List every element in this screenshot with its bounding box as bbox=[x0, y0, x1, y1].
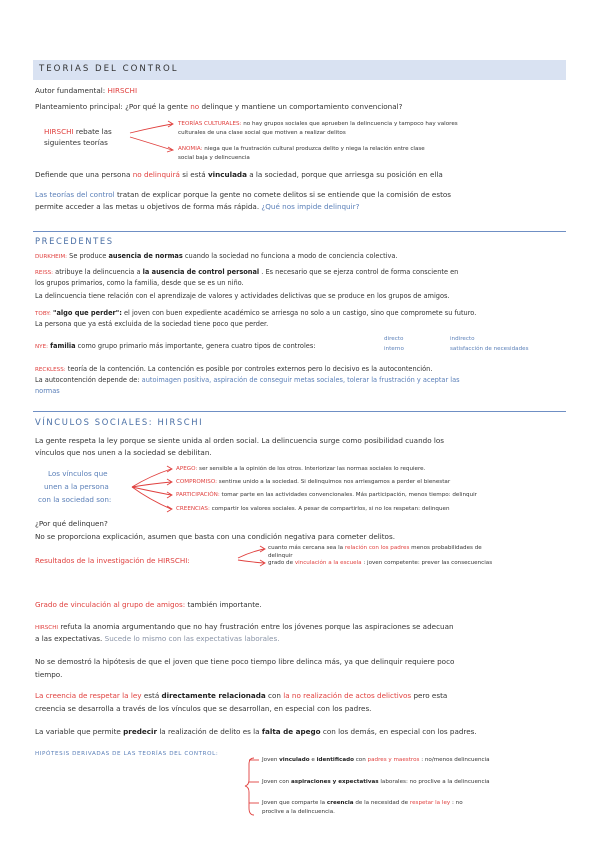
rebate-name: HIRSCHI bbox=[44, 127, 74, 136]
hypo-text: Joven bbox=[262, 757, 278, 763]
durkheim-text: Se produce bbox=[69, 252, 107, 260]
result-1-line2: delinquir bbox=[268, 553, 293, 559]
hypo-highlight: padres y maestros bbox=[367, 757, 420, 763]
arrow-line bbox=[130, 124, 172, 133]
hypo-text: con bbox=[355, 757, 366, 763]
theory-cultural-label: TEORÍAS CULTURALES: bbox=[178, 121, 242, 127]
bond-text: ser sensible a la opinión de los otros. Interiorizar las normas sociales lo requiere. bbox=[199, 466, 426, 472]
refute-text: refuta la anomia argumentando que no hay frustración entre los jóvenes porque las aspiraciones se adecuan bbox=[60, 622, 454, 631]
result-highlight: relación con los padres bbox=[344, 545, 410, 551]
bonds-intro-line1: La gente respeta la ley porque se siente unida al orden social. La delincuencia surge como posibilidad cuando los bbox=[35, 436, 445, 445]
belief-text-c: pero esta bbox=[413, 691, 448, 700]
section-heading-precedents: PRECEDENTES bbox=[35, 236, 114, 246]
reiss-label: REISS: bbox=[35, 270, 54, 276]
control-line1 bbox=[35, 190, 451, 200]
reckless-line2 bbox=[35, 376, 460, 385]
arrow-head bbox=[167, 506, 172, 512]
hypo-text: : no bbox=[451, 800, 463, 806]
reiss-line1 bbox=[35, 268, 458, 278]
control-text: tratan de explicar porque la gente no comete delitos si se entiende que la comisión de estos bbox=[116, 190, 452, 199]
author-name: HIRSCHI bbox=[107, 86, 138, 95]
toby-line1 bbox=[35, 309, 476, 319]
arrow-line bbox=[132, 487, 171, 509]
bond-label-participacion: PARTICIPACIÓN: bbox=[176, 492, 220, 498]
arrow-head bbox=[260, 546, 265, 552]
bond-text: compartir los valores sociales. A pesar de compartirlos, si no los respetan: delinquen bbox=[211, 506, 450, 512]
arrow-line bbox=[238, 549, 264, 558]
reiss-line3: La delincuencia tiene relación con el aprendizaje de valores y actividades delictivas que se produce en los grupos de amigos. bbox=[35, 292, 450, 300]
hypothesis-item-line2: proclive a la delincuencia. bbox=[262, 809, 335, 815]
nye-control-satisfaccion: satisfacción de necesidades bbox=[450, 346, 529, 352]
rebate-line2: siguientes teorías bbox=[44, 138, 108, 147]
hypo-text: Joven con bbox=[262, 779, 290, 785]
theory-cultural-line2: culturales de una clase social que motiven a realizar delitos bbox=[178, 130, 346, 136]
belief-line2: creencia se desarrolla a través de los vínculos que se desarrollan, en especial con los padres. bbox=[35, 704, 372, 713]
reckless-line1 bbox=[35, 365, 432, 375]
result-text-b: : joven competente: prever las consecuencias bbox=[363, 560, 493, 566]
arrow-head bbox=[167, 466, 172, 472]
hypo-bold: identificado bbox=[316, 757, 354, 763]
theory-anomia bbox=[178, 146, 425, 154]
arrow-head bbox=[260, 560, 265, 566]
defends-bold: vinculada bbox=[207, 170, 247, 179]
hypothesis-line2: tiempo. bbox=[35, 670, 63, 679]
bond-item bbox=[176, 506, 450, 514]
arrow-line bbox=[130, 137, 172, 150]
durkheim-label: DURKHEIM: bbox=[35, 254, 68, 260]
theory-anomia-line2: social baja y delincuencia bbox=[178, 155, 250, 161]
nye-control-interno: interno bbox=[384, 346, 404, 352]
theory-cultural-text: no hay grupos sociales que aprueben la delincuencia y tampoco hay valores bbox=[243, 121, 458, 127]
results-label: Resultados de la investigación de HIRSCHI: bbox=[35, 556, 190, 565]
hypothesis-item bbox=[262, 757, 490, 765]
divider bbox=[33, 231, 566, 232]
arrow-head bbox=[167, 492, 172, 498]
theory-anomia-text: niega que la frustración cultural produzca delito y niega la relación entre clase bbox=[204, 146, 425, 152]
durkheim-bold: ausencia de normas bbox=[108, 252, 183, 260]
hypo-text: de la necesidad de bbox=[355, 800, 409, 806]
friends-text: también importante. bbox=[187, 600, 262, 609]
nye-control-indirecto: indirecto bbox=[450, 336, 475, 342]
result-highlight: vinculación a la escuela bbox=[294, 560, 362, 566]
bond-label-creencias: CREENCIAS: bbox=[176, 506, 210, 512]
defends-text-b: si está bbox=[182, 170, 206, 179]
belief-text: está bbox=[143, 691, 160, 700]
bond-text: tomar parte en las actividades convencionales. Más participación, menos tiempo: delinquir bbox=[221, 492, 477, 498]
predict-line bbox=[35, 727, 477, 737]
predict-bold-2: falta de apego bbox=[261, 727, 321, 736]
reckless-text-b: La autocontención depende de: bbox=[35, 376, 140, 384]
brace bbox=[245, 758, 254, 815]
bond-label-compromiso: COMPROMISO: bbox=[176, 479, 218, 485]
hypotheses-label: HIPÓTESIS DERIVADAS DE LAS TEORÍAS DEL CONTROL: bbox=[35, 751, 219, 757]
no-explanation: No se proporciona explicación, asumen que basta con una condición negativa para cometer delitos. bbox=[35, 532, 395, 541]
control-line2 bbox=[35, 202, 359, 212]
reckless-text: teoría de la contención. La contención es posible por controles externos pero lo decisivo es la autocontención. bbox=[67, 365, 433, 373]
refute-muted: Sucede lo mismo con las expectativas laborales. bbox=[104, 634, 280, 643]
predict-bold: predecir bbox=[123, 727, 158, 736]
arrow-head bbox=[167, 479, 172, 485]
defends-line bbox=[35, 170, 443, 180]
author-label: Autor fundamental: bbox=[35, 86, 106, 95]
belief-line1 bbox=[35, 691, 447, 701]
defends-red: no delinquirá bbox=[132, 170, 180, 179]
refute-line1 bbox=[35, 622, 454, 633]
arrow-head bbox=[168, 121, 173, 127]
rebate-line1 bbox=[44, 127, 112, 137]
author-line bbox=[35, 86, 137, 96]
section-heading-bonds: VÍNCULOS SOCIALES: HIRSCHI bbox=[35, 417, 204, 427]
hypothesis-item bbox=[262, 800, 463, 808]
refute-text-2: a las expectativas. bbox=[35, 634, 103, 643]
hypo-bold: aspiraciones y expectativas bbox=[290, 779, 379, 785]
belief-text-b: con bbox=[268, 691, 281, 700]
bond-item bbox=[176, 492, 477, 500]
refute-line2 bbox=[35, 634, 280, 644]
approach-text-b: delinque y mantiene un comportamiento convencional? bbox=[201, 102, 403, 111]
arrow-line bbox=[132, 469, 171, 487]
durkheim-line bbox=[35, 252, 398, 262]
nye-control-directo: directo bbox=[384, 336, 404, 342]
hypothesis-item bbox=[262, 779, 490, 787]
approach-text: Planteamiento principal: ¿Por qué la gente bbox=[35, 102, 188, 111]
defends-text-c: a la sociedad, porque que arriesga su posición en ella bbox=[249, 170, 443, 179]
nye-bold: familia bbox=[50, 342, 76, 350]
predict-text: La variable que permite bbox=[35, 727, 121, 736]
reckless-label: RECKLESS: bbox=[35, 367, 66, 373]
page-title: TEORIAS DEL CONTROL bbox=[39, 64, 179, 74]
hypo-text: laborales: no proclive a la delincuencia bbox=[380, 779, 490, 785]
hypothesis-line1: No se demostró la hipótesis de que el joven que tiene poco tiempo libre delinca más, ya que delinquir requiere poco bbox=[35, 657, 455, 666]
hypo-text: e bbox=[311, 757, 315, 763]
bonds-left-line2: unen a la persona bbox=[44, 482, 109, 491]
result-text-b: menos probabilidades de bbox=[411, 545, 482, 551]
hypo-bold: creencia bbox=[326, 800, 354, 806]
nye-text: como grupo primario más importante, genera cuatro tipos de controles: bbox=[77, 342, 316, 350]
result-text: cuanto más cercana sea la bbox=[268, 545, 344, 551]
control-highlight: Las teorías del control bbox=[35, 190, 115, 199]
predict-text-c: con los demás, en especial con los padres. bbox=[322, 727, 477, 736]
bond-item bbox=[176, 466, 425, 474]
belief-highlight-2: la no realización de actos delictivos bbox=[283, 691, 412, 700]
bonds-left-line1: Los vínculos que bbox=[48, 469, 108, 478]
arrow-line bbox=[132, 482, 171, 487]
toby-label: TOBY: bbox=[35, 311, 51, 317]
theory-anomia-label: ANOMIA: bbox=[178, 146, 203, 152]
bonds-left-line3: con la sociedad son: bbox=[38, 495, 112, 504]
result-2 bbox=[268, 560, 492, 568]
divider bbox=[33, 411, 566, 412]
toby-bold: "algo que perder": bbox=[53, 309, 122, 317]
result-text: grado de bbox=[268, 560, 294, 566]
friends-highlight: Grado de vinculación al grupo de amigos: bbox=[35, 600, 186, 609]
toby-line2: La persona que ya está excluida de la sociedad tiene poco que perder. bbox=[35, 320, 269, 328]
friends-line bbox=[35, 600, 262, 610]
hypo-highlight: respetar la ley bbox=[409, 800, 451, 806]
reiss-line2: los grupos primarios, como la familia, desde que se es un niño. bbox=[35, 279, 244, 287]
hypo-text: Joven que comparte la bbox=[262, 800, 326, 806]
predict-text-b: la realización de delito es la bbox=[159, 727, 260, 736]
refute-name: HIRSCHI bbox=[35, 625, 59, 631]
reiss-text: atribuye la delincuencia a bbox=[55, 268, 141, 276]
bond-text: sentirse unido a la sociedad. Si delinquimos nos arriesgamos a perder el bienestar bbox=[218, 479, 451, 485]
hypo-text: : no/menos delincuencia bbox=[421, 757, 490, 763]
reckless-line3: normas bbox=[35, 387, 60, 395]
arrow-head bbox=[167, 147, 173, 152]
bonds-intro-line2: vínculos que nos unen a la sociedad se debilitan. bbox=[35, 448, 212, 457]
hypo-bold: vinculado bbox=[279, 757, 310, 763]
reiss-bold: la ausencia de control personal bbox=[142, 268, 260, 276]
reckless-highlight: autoimagen positiva, aspiración de conseguir metas sociales, tolerar la frustración y aceptar las bbox=[141, 376, 460, 384]
approach-no: no bbox=[190, 102, 200, 111]
control-question: ¿Qué nos impide delinquir? bbox=[261, 202, 360, 211]
toby-text: el joven con buen expediente académico se arriesga no solo a un castigo, sino que compromete su futuro. bbox=[123, 309, 477, 317]
bond-label-apego: APEGO: bbox=[176, 466, 198, 472]
reiss-text-b: . Es necesario que se ejerza control de forma consciente en bbox=[261, 268, 459, 276]
arrow-line bbox=[238, 560, 264, 563]
defends-text: Defiende que una persona bbox=[35, 170, 131, 179]
belief-bold: directamente relacionada bbox=[161, 691, 266, 700]
approach-line bbox=[35, 102, 402, 112]
belief-highlight: La creencia de respetar la ley bbox=[35, 691, 142, 700]
result-1 bbox=[268, 545, 482, 553]
why-question: ¿Por qué delinquen? bbox=[35, 519, 108, 528]
durkheim-text-b: cuando la sociedad no funciona a modo de conciencia colectiva. bbox=[184, 252, 398, 260]
nye-line bbox=[35, 342, 316, 352]
arrow-line bbox=[132, 487, 171, 495]
nye-label: NYE: bbox=[35, 344, 49, 350]
rebate-text: rebate las bbox=[75, 127, 112, 136]
control-text-2: permite acceder a las metas u objetivos de forma más rápida. bbox=[35, 202, 260, 211]
bond-item bbox=[176, 479, 450, 487]
theory-cultural bbox=[178, 121, 458, 129]
